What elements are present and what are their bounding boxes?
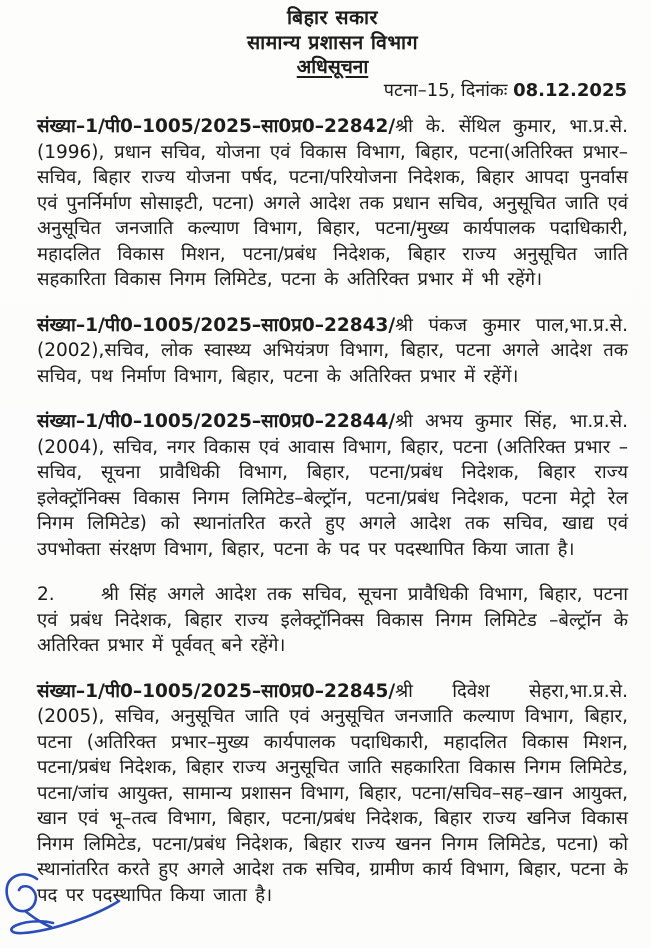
department-name: सामान्य प्रशासन विभाग [246, 31, 419, 54]
paragraph-text: श्री पंकज कुमार पाल,भा.प्र.से. (2002),सचिव, लोक स्वास्थ्य अभियंत्रण विभाग, बिहार, पटना अगले आदेश तक सचिव, पथ निर्माण विभाग, बिहार, पटना के अतिरिक्त प्रभार में रहेंगें। [37, 314, 628, 387]
paragraph-text: श्री दिवेश सेहरा,भा.प्र.से.(2005), सचिव, अनुसूचित जाति एवं अनुसूचित जनजाति कल्याण विभाग, बिहार, पटना (अतिरिक्त प्रभार–मुख्य कार्यपालक पदाधिकारी, महादलित विकास मिशन, पटना/प्रबंध निदेशक, बिहार राज्य अनुसूचित जाति सहकारिता विकास निगम लिमिटेड, पटना/जांच आयुक्त, सामान्य प्रशासन विभाग, बिहार, पटना/सचिव–सह–खान आयुक्त, खान एवं भू–तत्व विभाग, बिहार, पटना/प्रबंध निदेशक, बिहार राज्य खनिज विकास निगम लिमिटेड, पटना/प्रबंध निदेशक, बिहार राज्य खनन निगम लिमिटेड, पटना) को स्थानांतरित करते हुए अगले आदेश तक सचिव, ग्रामीण कार्य विभाग, बिहार, पटना के पद पर पदस्थापित किया जाता है। [37, 680, 628, 906]
memo-number: संख्या–1/पी0–1005/2025–सा0प्र0–22844/ [37, 411, 396, 432]
order-paragraph [37, 313, 628, 390]
place-date-line [37, 79, 628, 103]
paragraph-text: श्री अभय कुमार सिंह, भा.प्र.से. (2004), सचिव, नगर विकास एवं आवास विभाग, बिहार, पटना (अतिरिक्त प्रभार –सचिव, सूचना प्रावैधिकी विभाग, बिहार, पटना/प्रबंध निदेशक, बिहार राज्य इलेक्ट्रॉनिक्स विकास निगम लिमिटेड–बेल्ट्रॉन, पटना/प्रबंध निदेशक, पटना मेट्रो रेल निगम लिमिटेड) को स्थानांतरित करते हुए अगले आदेश तक सचिव, खाद्य एवं उपभोक्ता संरक्षण विभाग, बिहार, पटना के पद पर पदस्थापित किया जाता है। [37, 411, 628, 560]
clause-paragraph [37, 582, 628, 659]
order-paragraph [37, 409, 628, 562]
order-paragraph [37, 679, 628, 909]
place-label: पटना–15, दिनांकः [383, 80, 508, 101]
notification-title: अधिसूचना [296, 56, 369, 78]
memo-number: संख्या–1/पी0–1005/2025–सा0प्र0–22843/ [37, 314, 396, 336]
paragraph-text: श्री सिंह अगले आदेश तक सचिव, सूचना प्रावैधिकी विभाग, बिहार, पटना एवं प्रबंध निदेशक, बिहार राज्य इलेक्ट्रॉनिक्स विकास निगम लिमिटेड –बेल्ट्रॉन के अतिरिक्त प्रभार में पूर्ववत् बने रहेंगे। [37, 584, 628, 656]
notification-date: 08.12.2025 [513, 80, 627, 101]
notification-body [37, 114, 628, 908]
memo-number: संख्या–1/पी0–1005/2025–सा0प्र0–22845/ [37, 680, 396, 702]
government-name: बिहार सकार [286, 6, 379, 29]
paragraph-text: श्री के. सेंथिल कुमार, भा.प्र.से. (1996), प्रधान सचिव, योजना एवं विकास विभाग, बिहार, पटना(अतिरिक्त प्रभार–सचिव, बिहार राज्य योजना पर्षद, पटना/परियोजना निदेशक, बिहार आपदा पुनर्वास एवं पुनर्निर्माण सोसाइटी, पटना) अगले आदेश तक प्रधान सचिव, अनुसूचित जाति एवं अनुसूचित जनजाति कल्याण विभाग, बिहार, पटना/मुख्य कार्यपालक पदाधिकारी, महादलित विकास मिशन, पटना/प्रबंध निदेशक, बिहार राज्य अनुसूचित जाति सहकारिता विकास निगम लिमिटेड, पटना के अतिरिक्त प्रभार में भी रहेंगे। [37, 116, 628, 290]
clause-number: 2. [37, 584, 55, 605]
memo-number: संख्या–1/पी0–1005/2025–सा0प्र0–22842/ [37, 116, 396, 137]
order-paragraph [37, 114, 628, 293]
